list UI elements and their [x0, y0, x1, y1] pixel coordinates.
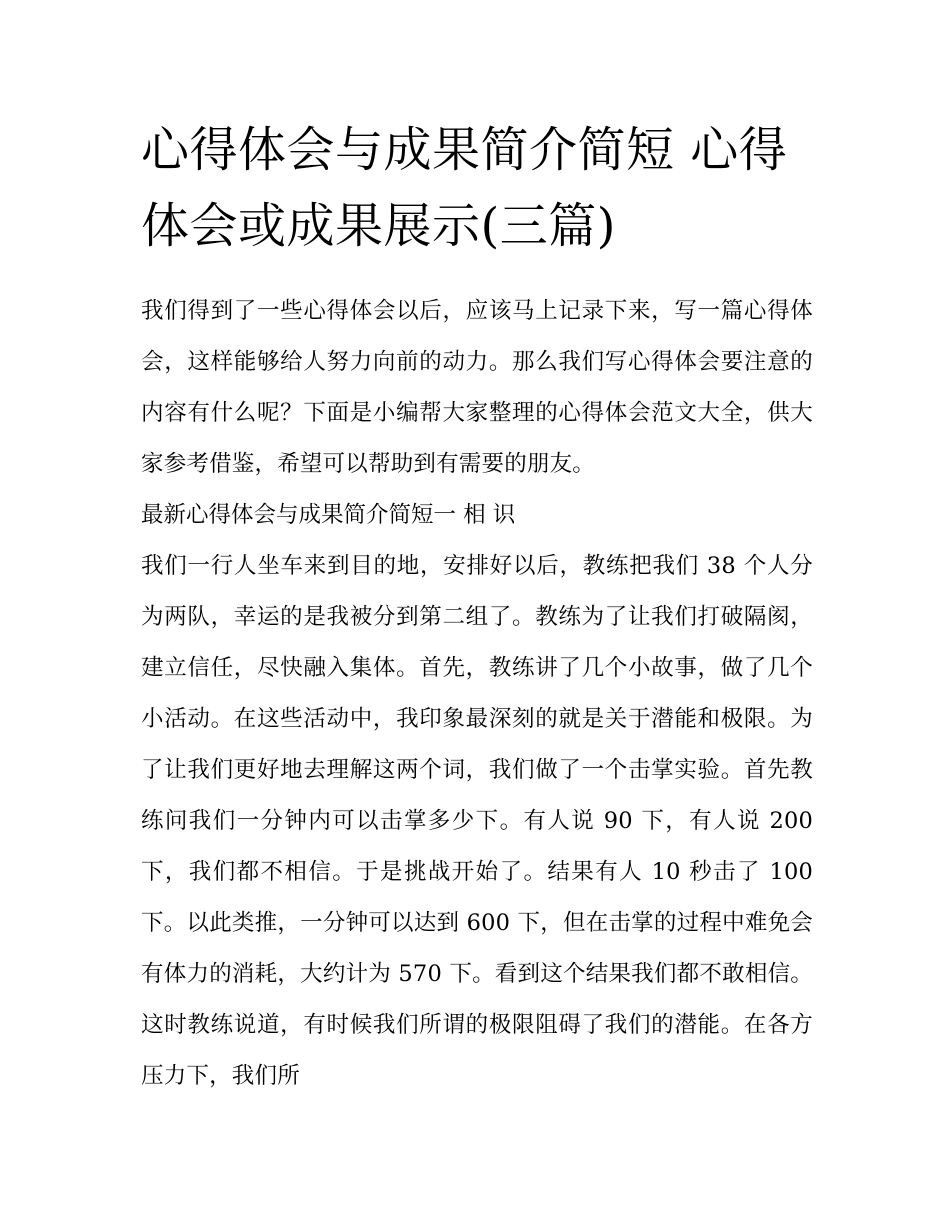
body-paragraph: 我们一行人坐车来到目的地，安排好以后，教练把我们 38 个人分为两队，幸运的是我被分到第二组了。教练为了让我们打破隔阂，建立信任，尽快融入集体。首先，教练讲了几个小故事，做了几个小活动。在这些活动中，我印象最深刻的就是关于潜能和极限。为了让我们更好地去理解这两个词，我们做了一个击掌实验。首先教练问我们一分钟内可以击掌多少下。有人说 90 下，有人说 200 下，我们都不相信。于是挑战开始了。结果有人 10 秒击了 100 下。以此类推，一分钟可以达到 600 下，但在击掌的过程中难免会有体力的消耗，大约计为 570 下。看到这个结果我们都不敢相信。这时教练说道，有时候我们所谓的极限阻碍了我们的潜能。在各方压力下，我们所: [141, 553, 813, 1089]
section-heading: 最新心得体会与成果简介简短一 相 识: [141, 502, 516, 528]
title-spacer: [141, 264, 813, 286]
document-title: 心得体会与成果简介简短 心得体会或成果展示(三篇): [141, 122, 788, 254]
intro-paragraph: 我们得到了一些心得体会以后，应该马上记录下来，写一篇心得体会，这样能够给人努力向前的动力。那么我们写心得体会要注意的内容有什么呢？下面是小编帮大家整理的心得体会范文大全，供大家参考借鉴，希望可以帮助到有需要的朋友。: [141, 298, 813, 477]
document-content: [141, 112, 813, 1102]
